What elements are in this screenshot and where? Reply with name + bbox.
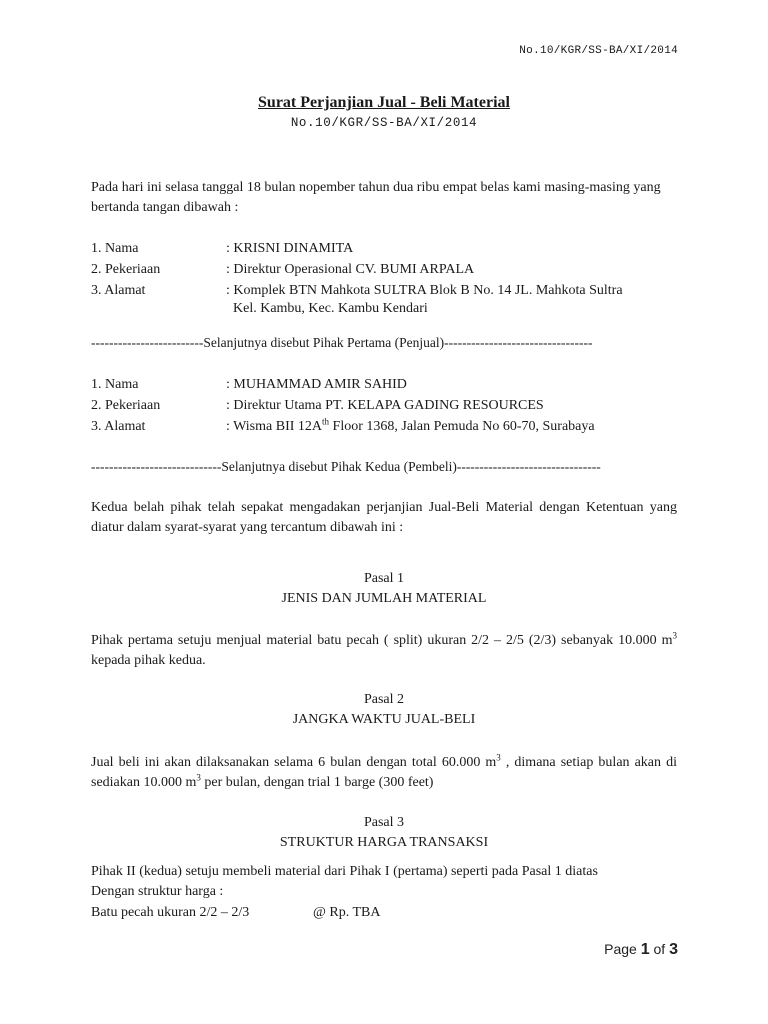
party1-job-value: : Direktur Operasional CV. BUMI ARPALA xyxy=(226,262,475,277)
party1-address-value2: Kel. Kambu, Kec. Kambu Kendari xyxy=(233,301,428,316)
pasal2-heading: Pasal 2 xyxy=(363,692,405,707)
party1-name-label: 1. Nama xyxy=(91,241,139,256)
intro-paragraph: Pada hari ini selasa tanggal 18 bulan nopember tahun dua ribu empat belas kami masing-masing yang bertanda tangan dibawah : xyxy=(91,180,661,215)
pasal2-sup2: 3 xyxy=(196,772,201,783)
party2-address-part-a: : Wisma BII 12A xyxy=(226,419,323,434)
pasal2-subheading: JANGKA WAKTU JUAL-BELI xyxy=(292,712,476,727)
pasal3-subheading: STRUKTUR HARGA TRANSAKSI xyxy=(279,835,489,850)
page-counter xyxy=(604,941,678,959)
page-total: 3 xyxy=(669,941,678,958)
pasal2-sup1: 3 xyxy=(496,752,501,763)
document-title: Surat Perjanjian Jual - Beli Material xyxy=(258,94,510,111)
agreement-paragraph: Kedua belah pihak telah sepakat mengadakan perjanjian Jual-Beli Material dengan Ketentuan yang diatur dalam syarat-syarat yang tercantum dibawah ini : xyxy=(91,500,677,535)
pasal2-text xyxy=(91,753,677,793)
pasal1-sup: 3 xyxy=(672,630,677,641)
title-block xyxy=(0,94,768,130)
party2-name-value: : MUHAMMAD AMIR SAHID xyxy=(226,377,407,392)
party2-address-part-b: Floor 1368, Jalan Pemuda No 60-70, Surabaya xyxy=(329,419,595,434)
pasal1-text xyxy=(91,631,677,671)
party2-name-label: 1. Nama xyxy=(91,377,139,392)
page-of-word: of xyxy=(653,941,666,957)
party1-separator: -------------------------Selanjutnya disebut Pihak Pertama (Penjual)--------------------------------- xyxy=(91,335,593,350)
pasal2-text-b: , dimana setiap bulan akan di sediakan 10.000 m xyxy=(91,755,677,790)
party2-address-label: 3. Alamat xyxy=(91,419,146,434)
pasal3-price-label: Batu pecah ukuran 2/2 – 2/3 xyxy=(91,905,250,920)
party2-job-value: : Direktur Utama PT. KELAPA GADING RESOURCES xyxy=(226,398,544,413)
party2-address-value xyxy=(226,418,595,436)
pasal1-text-b: kepada pihak kedua. xyxy=(91,653,206,668)
party2-address-sup: th xyxy=(322,416,330,427)
pasal3-price-value: @ Rp. TBA xyxy=(313,905,381,920)
party2-job-label: 2. Pekeriaan xyxy=(91,398,161,413)
pasal2-text-a: Jual beli ini akan dilaksanakan selama 6 bulan dengan total 60.000 m xyxy=(91,755,497,770)
pasal1-subheading: JENIS DAN JUMLAH MATERIAL xyxy=(281,591,487,606)
party1-name-value: : KRISNI DINAMITA xyxy=(226,241,354,256)
header-doc-number: No.10/KGR/SS-BA/XI/2014 xyxy=(519,45,678,57)
pasal1-text-a: Pihak pertama setuju menjual material batu pecah ( split) ukuran 2/2 – 2/5 (2/3) sebanyak 10.000 m xyxy=(91,633,673,648)
party2-separator: -----------------------------Selanjutnya disebut Pihak Kedua (Pembeli)-------------------------------- xyxy=(91,459,601,474)
pasal3-heading: Pasal 3 xyxy=(363,815,405,830)
pasal3-line2: Dengan struktur harga : xyxy=(91,884,224,899)
page-current: 1 xyxy=(640,941,650,958)
page-word: Page xyxy=(604,941,637,957)
pasal2-text-c: per bulan, dengan trial 1 barge (300 feet) xyxy=(200,775,434,790)
pasal3-line1: Pihak II (kedua) setuju membeli material dari Pihak I (pertama) seperti pada Pasal 1 diatas xyxy=(91,864,598,879)
party1-job-label: 2. Pekeriaan xyxy=(91,262,161,277)
pasal1-heading: Pasal 1 xyxy=(363,571,405,586)
party1-address-value: : Komplek BTN Mahkota SULTRA Blok B No. 14 JL. Mahkota Sultra xyxy=(226,283,623,298)
document-subtitle: No.10/KGR/SS-BA/XI/2014 xyxy=(290,116,478,130)
party1-address-label: 3. Alamat xyxy=(91,283,146,298)
